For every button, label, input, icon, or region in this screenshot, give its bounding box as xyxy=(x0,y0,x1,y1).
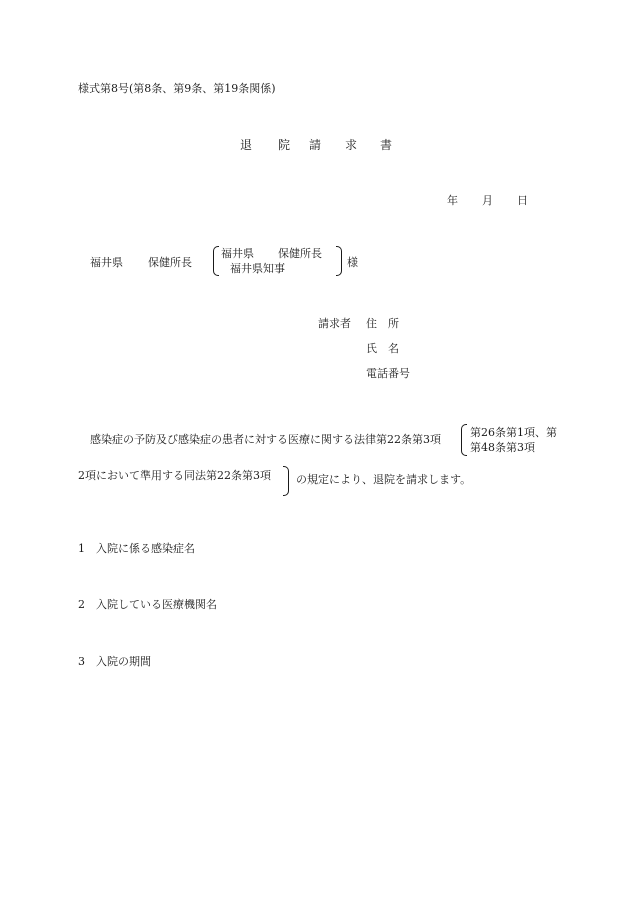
name-label: 氏 名 xyxy=(366,342,399,355)
body-line2-end: の規定により、退院を請求します。 xyxy=(296,473,472,486)
item-number: 2 xyxy=(78,598,85,611)
phone-label: 電話番号 xyxy=(366,367,410,380)
date-year: 年 xyxy=(447,194,458,207)
addressee-prefecture: 福井県 xyxy=(90,256,123,269)
item-number: 1 xyxy=(78,542,85,555)
address-label: 住 所 xyxy=(366,317,399,330)
addressee-option1-title: 保健所長 xyxy=(278,247,322,260)
date-month: 月 xyxy=(482,194,493,207)
date-day: 日 xyxy=(517,194,528,207)
title-char: 退 xyxy=(240,138,253,152)
title-char: 求 xyxy=(345,138,358,152)
body-line1: 感染症の予防及び感染症の患者に対する医療に関する法律第22条第3項 xyxy=(90,433,441,446)
addressee-title: 保健所長 xyxy=(148,256,192,269)
body-choice-b: 第48条第3項 xyxy=(470,441,535,454)
addressee-option1-prefecture: 福井県 xyxy=(221,247,254,260)
left-bracket xyxy=(213,246,219,276)
right-bracket xyxy=(336,246,342,276)
title-char: 院 xyxy=(278,138,291,152)
form-number: 様式第8号(第8条、第9条、第19条関係) xyxy=(78,82,276,95)
item-number: 3 xyxy=(78,655,85,668)
item-text: 入院している医療機関名 xyxy=(96,598,217,611)
requester-label: 請求者 xyxy=(318,317,351,330)
title-char: 書 xyxy=(380,138,393,152)
honorific: 様 xyxy=(347,256,358,269)
left-bracket xyxy=(461,424,467,456)
body-choice-a: 第26条第1項、第 xyxy=(470,426,557,439)
item-text: 入院に係る感染症名 xyxy=(96,542,195,555)
item-text: 入院の期間 xyxy=(96,655,151,668)
addressee-option2: 福井県知事 xyxy=(230,262,285,275)
body-line2-start: 2項において準用する同法第22条第3項 xyxy=(78,469,271,482)
right-bracket xyxy=(283,466,289,496)
title-char: 請 xyxy=(309,138,322,152)
